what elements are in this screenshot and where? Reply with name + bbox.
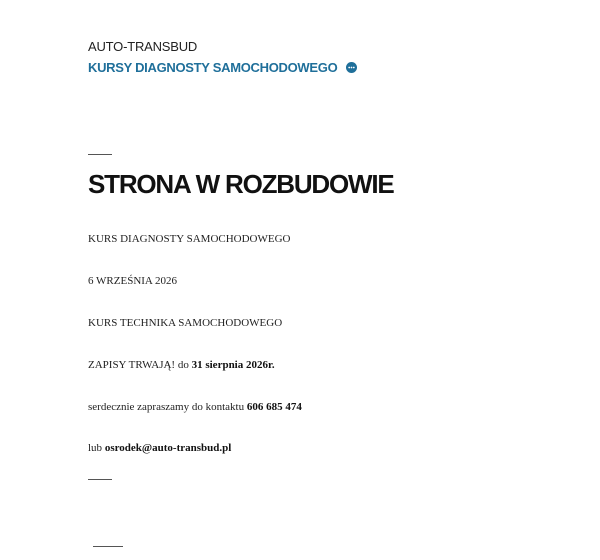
site-tagline-text: KURSY DIAGNOSTY SAMOCHODOWEGO (88, 60, 338, 75)
divider-bottom (88, 479, 112, 480)
enrollment-line (88, 359, 275, 371)
enrollment-prefix: ZAPISY TRWAJĄ! do (88, 359, 192, 371)
contact-phone: 606 685 474 (246, 401, 302, 413)
divider-footer (93, 546, 123, 547)
contact-email: osrodek@auto-transbud.pl (104, 442, 232, 454)
menu-toggle-button[interactable] (346, 62, 357, 73)
enrollment-deadline: 31 sierpnia 2026r. (191, 359, 275, 371)
contact-prefix: serdecznie zapraszamy do kontaktu (88, 401, 247, 413)
course-2-text: KURS TECHNIKA SAMOCHODOWEGO (88, 317, 283, 329)
contact-line (88, 401, 302, 413)
email-line (88, 442, 231, 454)
site-tagline (88, 60, 357, 75)
course-date: 6 WRZEŚNIA 2026 (88, 275, 178, 287)
ellipsis-circle-icon (346, 62, 357, 73)
divider-top (88, 154, 112, 155)
course-1-text: KURS DIAGNOSTY SAMOCHODOWEGO (88, 233, 291, 245)
page-title: STRONA W ROZBUDOWIE (88, 169, 394, 199)
email-prefix: lub (88, 442, 105, 454)
site-title[interactable]: AUTO-TRANSBUD (88, 39, 198, 54)
